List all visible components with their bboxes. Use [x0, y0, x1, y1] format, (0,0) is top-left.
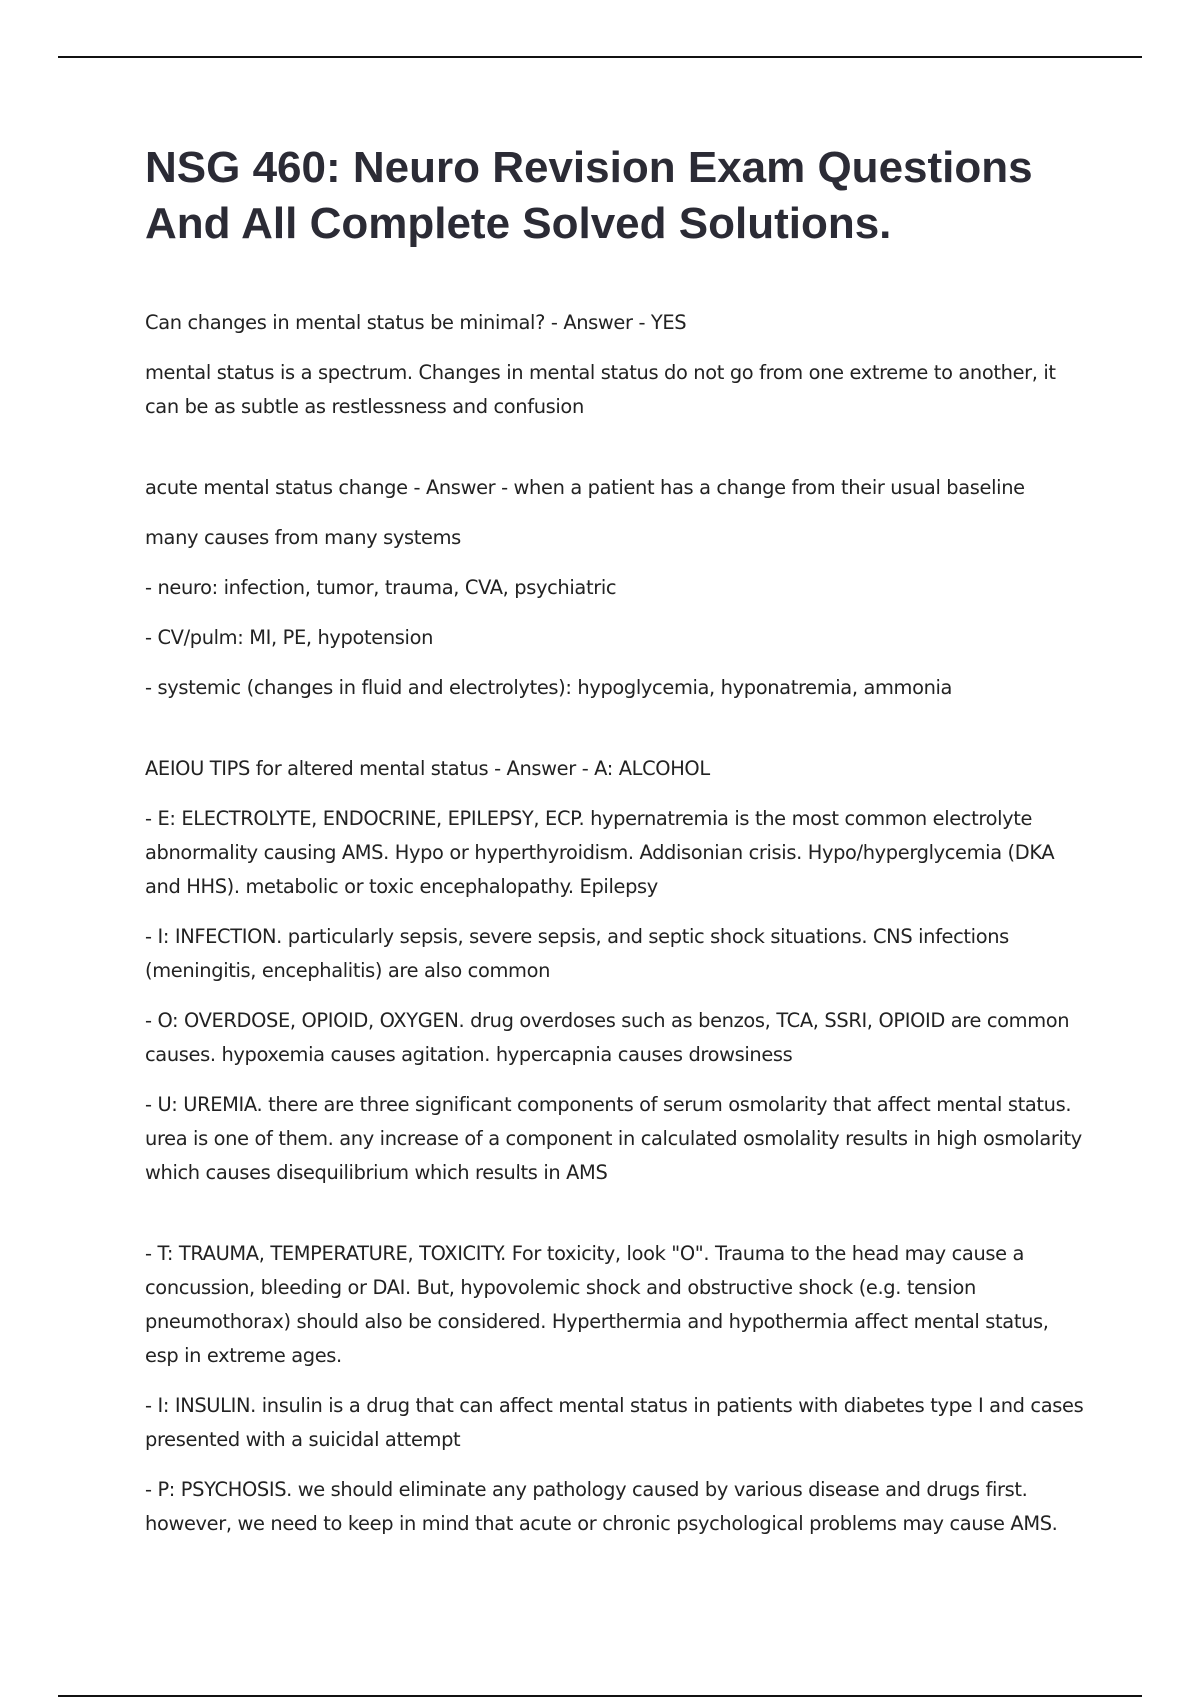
answer-list-item: - neuro: infection, tumor, trauma, CVA, psychiatric: [145, 576, 617, 599]
answer-paragraph: mental status is a spectrum. Changes in mental status do not go from one extreme to another, it can be as subtle as restlessness and confusion: [145, 361, 1056, 418]
answer-paragraph: many causes from many systems: [145, 526, 461, 549]
answer-list-item: - E: ELECTROLYTE, ENDOCRINE, EPILEPSY, ECP. hypernatremia is the most common electrolyte abnormality causing AMS. Hypo or hyperthyroidism. Addisonian crisis. Hypo/hyperglycemia (DKA and HHS). metabolic or toxic encephalopathy. Epilepsy: [145, 807, 1055, 898]
answer-list-item: - I: INFECTION. particularly sepsis, severe sepsis, and septic shock situations. CNS infections (meningitis, encephalitis) are also common: [145, 925, 1009, 982]
answer-list-item: - O: OVERDOSE, OPIOID, OXYGEN. drug overdoses such as benzos, TCA, SSRI, OPIOID are common causes. hypoxemia causes agitation. hypercapnia causes drowsiness: [145, 1009, 1070, 1066]
answer-list-item: - U: UREMIA. there are three significant components of serum osmolarity that affect mental status. urea is one of them. any increase of a component in calculated osmolality results in high osmolarity which causes disequilibrium which results in AMS: [145, 1093, 1082, 1184]
bottom-divider: [58, 1695, 1142, 1697]
question-mental-status-minimal: Can changes in mental status be minimal? - Answer - YES: [145, 311, 687, 334]
question-acute-mental-status-change: acute mental status change - Answer - when a patient has a change from their usual baseline: [145, 476, 1025, 499]
answer-list-item: - systemic (changes in fluid and electrolytes): hypoglycemia, hyponatremia, ammonia: [145, 676, 953, 699]
top-divider: [58, 56, 1142, 58]
answer-list-item: - I: INSULIN. insulin is a drug that can affect mental status in patients with diabetes type I and cases presented with a suicidal attempt: [145, 1394, 1084, 1451]
qa-section: [145, 306, 1085, 1541]
answer-list-item: - CV/pulm: MI, PE, hypotension: [145, 626, 434, 649]
answer-list-item: - T: TRAUMA, TEMPERATURE, TOXICITY. For toxicity, look "O". Trauma to the head may cause a concussion, bleeding or DAI. But, hypovolemic shock and obstructive shock (e.g. tension pneumothorax) should also be considered. Hyperthermia and hypothermia affect mental status, esp in extreme ages.: [145, 1242, 1049, 1367]
question-aeiou-tips: AEIOU TIPS for altered mental status - Answer - A: ALCOHOL: [145, 757, 710, 780]
document-title: NSG 460: Neuro Revision Exam Questions And All Complete Solved Solutions.: [145, 143, 1033, 248]
document-body: [145, 140, 1085, 1557]
answer-list-item: - P: PSYCHOSIS. we should eliminate any pathology caused by various disease and drugs first. however, we need to keep in mind that acute or chronic psychological problems may cause AMS.: [145, 1478, 1058, 1535]
